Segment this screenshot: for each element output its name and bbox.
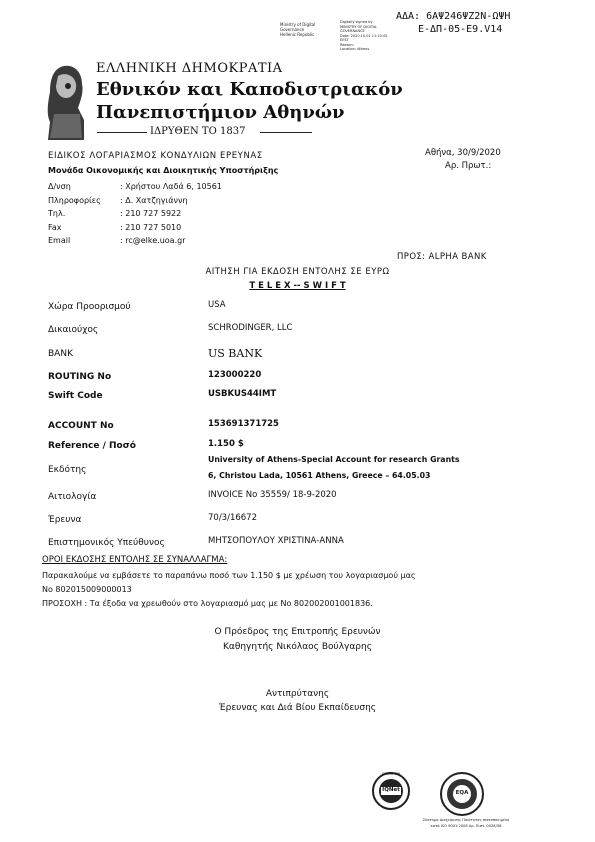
field-label: Χώρα Προορισμού <box>48 302 131 312</box>
signatory-subtitle: Έρευνας και Διά Βίου Εκπαίδευσης <box>218 703 377 713</box>
signature-line: Reason: <box>340 42 354 47</box>
contact-row <box>48 221 222 235</box>
field-label: Αιτιολογία <box>48 492 97 502</box>
contact-key: Fax <box>48 222 62 232</box>
ministry-line: Ministry of Digital <box>280 22 316 27</box>
sender-unit: Μονάδα Οικονομικής και Διοικητικής Υποστήριξης <box>48 166 279 175</box>
document-date: Αθήνα, 30/9/2020 <box>425 148 501 158</box>
field-value: SCHRODINGER, LLC <box>208 323 293 333</box>
contact-row <box>48 207 222 221</box>
signature-line: Location: Athens <box>340 47 370 51</box>
field-value: USBKUS44IMT <box>208 389 277 399</box>
contact-row <box>48 194 222 208</box>
doc-ref: Ε-ΔΠ-05-Ε9.V14 <box>418 24 503 35</box>
signatory-name: Καθηγητής Νικόλαος Βούλγαρης <box>222 642 372 652</box>
contact-value: : 210 727 5922 <box>120 209 182 218</box>
republic-title: ΕΛΛΗΝΙΚΗ ΔΗΜΟΚΡΑΤΙΑ <box>96 61 283 76</box>
field-value: US BANK <box>208 347 263 360</box>
field-value: 153691371725 <box>208 419 279 429</box>
contact-value: : Δ. Χατζηγιάννη <box>120 195 188 205</box>
founded-rule-right <box>260 132 312 133</box>
cert-caption: Σύστημα Διαχείρισης Ποιότητας πιστοποιημένο <box>422 818 510 822</box>
issuer-line2: 6, Christou Lada, 10561 Athens, Greece – 64.05.03 <box>208 471 431 480</box>
field-value: 70/3/16672 <box>208 513 257 523</box>
field-label: Δικαιούχος <box>48 325 99 335</box>
request-title: ΑΙΤΗΣΗ ΓΙΑ ΕΚΔΟΣΗ ΕΝΤΟΛΗΣ ΣΕ ΕΥΡΩ <box>205 267 390 277</box>
field-label: ACCOUNT No <box>48 421 114 431</box>
contact-row <box>48 180 222 194</box>
contact-key: Πληροφορίες <box>48 195 101 205</box>
contact-value: : 210 727 5010 <box>120 222 182 232</box>
contact-key: Δ/νση <box>48 182 71 191</box>
terms-line: Νο 802015009000013 <box>42 585 132 594</box>
signatory-title: Αντιπρύτανης <box>265 689 330 699</box>
protocol-number: Αρ. Πρωτ.: <box>445 161 492 171</box>
field-label: Έρευνα <box>48 515 82 525</box>
recipient-bank: ΠΡΟΣ: ALPHA BANK <box>397 252 487 262</box>
iqnet-label: IQNet <box>382 787 400 793</box>
field-label: Swift Code <box>48 391 103 401</box>
field-label: Reference / Ποσό <box>48 441 136 451</box>
sender-title: ΕΙΔΙΚΟΣ ΛΟΓΑΡΙΑΣΜΟΣ ΚΟΝΔΥΛΙΩΝ ΕΡΕΥΝΑΣ <box>48 151 263 161</box>
issuer-line1: University of Athens-Special Account for research Grants <box>208 455 460 464</box>
digital-signature-block <box>340 20 405 52</box>
terms-heading: ΟΡΟΙ ΕΚΔΟΣΗΣ ΕΝΤΟΛΗΣ ΣΕ ΣΥΝΑΛΛΑΓΜΑ: <box>42 555 228 565</box>
contact-list <box>48 180 222 248</box>
ministry-block <box>280 22 330 37</box>
contact-value: : Χρήστου Λαδά 6, 10561 <box>120 182 222 191</box>
signature-line: EEST <box>340 38 349 42</box>
request-subtitle: T E L E X -- S W I F T <box>249 281 346 291</box>
field-label: Επιστημονικός Υπεύθυνος <box>48 538 165 548</box>
terms-line: ΠΡΟΣΟΧΗ : Τα έξοδα να χρεωθούν στο λογαριασμό μας με Νο 802002001001836. <box>42 599 373 608</box>
field-label: BANK <box>48 349 73 359</box>
founded-rule-left <box>97 132 147 133</box>
field-value: INVOICE No 35559/ 18-9-2020 <box>208 490 337 500</box>
university-name-line1: Εθνικόν και Καποδιστριακόν <box>96 79 403 100</box>
university-name-line2: Πανεπιστήμιον Αθηνών <box>96 102 345 123</box>
terms-line: Παρακαλούμε να εμβάσετε το παραπάνω ποσό των 1.150 $ με χρέωση του λογαριασμού μας <box>42 571 416 580</box>
signatory-title: Ο Πρόεδρος της Επιτροπής Ερευνών <box>214 627 381 637</box>
cert-caption: κατά ISO 9001:2008 Αρ. Πιστ. 0028/36 <box>430 824 502 828</box>
signature-line: MINISTRY OF DIGITAL <box>340 24 378 29</box>
signature-line: Date: 2020.10.01 11:10:05 <box>340 33 388 38</box>
ada-code: ΑΔΑ: 6ΑΨ246ΨΖ2Ν-ΩΨΗ <box>396 11 511 22</box>
field-label: ROUTING No <box>48 372 112 382</box>
field-value: 123000220 <box>208 370 262 380</box>
athena-logo-icon <box>44 62 88 144</box>
field-label: Εκδότης <box>48 465 87 475</box>
field-value: ΜΗΤΣΟΠΟΥΛΟΥ ΧΡΙΣΤΙΝΑ-ΑΝΝΑ <box>208 536 344 546</box>
contact-key: Τηλ. <box>48 209 66 218</box>
contact-key: Email <box>48 236 71 245</box>
signature-line: GOVERNANCE <box>340 29 365 33</box>
ministry-line: Hellenic Republic <box>280 32 315 37</box>
eqa-label: EQA <box>455 790 469 796</box>
contact-row <box>48 234 222 248</box>
contact-value: : rc@elke.uoa.gr <box>120 236 186 245</box>
signature-line: Digitally signed by <box>340 20 373 24</box>
certified-label: CERTIFIED <box>382 772 400 776</box>
field-value: USA <box>208 300 226 310</box>
field-value: 1.150 $ <box>208 439 244 449</box>
founded-year: ΙΔΡΥΘΕΝ ΤΟ 1837 <box>150 126 246 137</box>
ministry-line: Governance <box>280 27 305 32</box>
